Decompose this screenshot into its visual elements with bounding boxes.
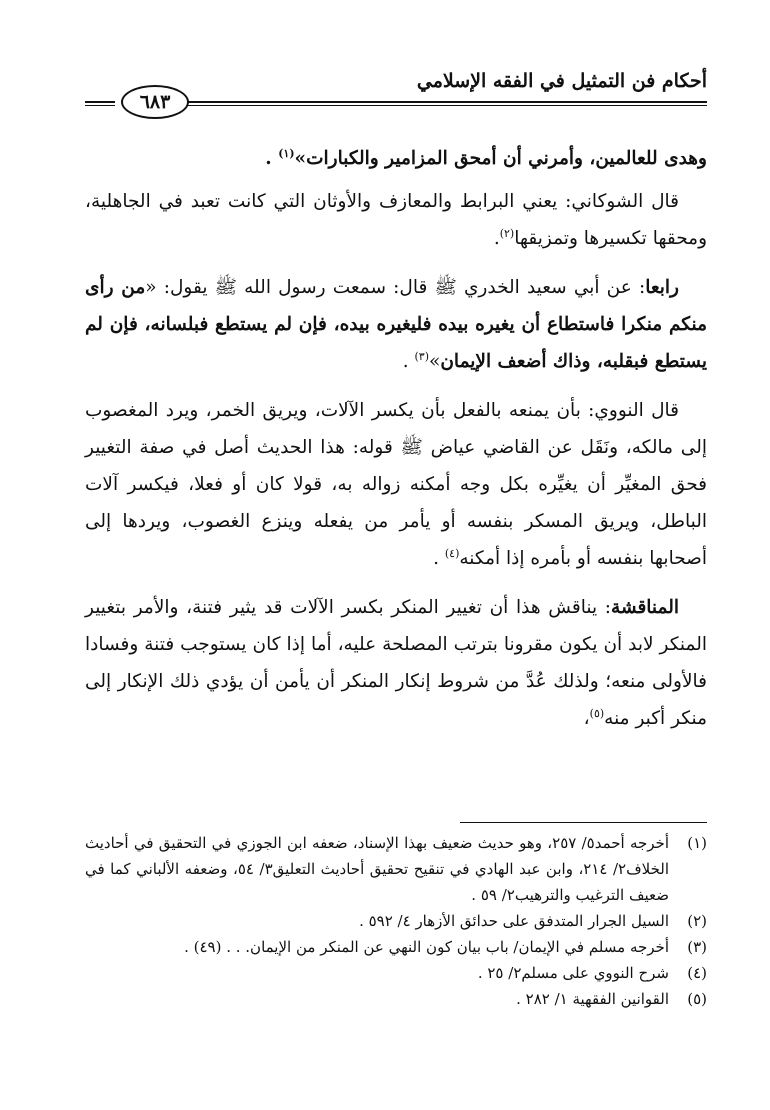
footnote-separator [460,822,707,823]
paragraph-2-text: قال الشوكاني: يعني البرابط والمعازف والأوثان التي كانت تعبد في الجاهلية، ومحقها تكسيرها وتمزيقها [85,191,707,249]
footnote-ref-3: (٣) [414,349,430,363]
paragraph-5-label: المناقشة [611,597,679,618]
header-rule [170,101,707,106]
paragraph-1-text: وهدى للعالمين، وأمرني أن أمحق المزامير والكبارات» [294,148,707,169]
footnote-number: (٤) [687,964,707,982]
paragraph-5-text: : يناقش هذا أن تغيير المنكر بكسر الآلات قد يثير فتنة، والأمر بتغيير المنكر لابد أن يكون مقرونا بترتب المصلحة عليه، أما إذا كان يستوجب فتنة وفسادا فالأولى منعه؛ ولذلك عُدَّ من شروط إنكار المنكر أن يأمن أن يؤدي ذلك الإنكار إلى منكر أكبر منه [85,597,707,729]
page-number: ٦٨٣ [121,85,189,119]
footnote-number: (٥) [687,990,707,1008]
paragraph-2 [85,183,707,257]
footnote-ref-1: (١) [278,146,295,160]
footnote-number: (١) [687,834,707,852]
paragraph-3-label: رابعا [645,277,679,298]
footnote-text: أخرجه مسلم في الإيمان/ باب بيان كون النهي عن المنكر من الإيمان. . . (٤٩) . [184,938,669,956]
footnotes [85,830,707,1012]
paragraph-3 [85,269,707,380]
footnote [85,986,707,1012]
paragraph-4 [85,392,707,577]
paragraph-1-tail: . [265,148,279,169]
footnote-text: شرح النووي على مسلم٢/ ٢٥ . [477,964,669,982]
header-title: أحكام فن التمثيل في الفقه الإسلامي [416,70,707,92]
footnote-text: القوانين الفقهية ١/ ٢٨٢ . [516,990,669,1008]
header-rule-left [85,101,115,106]
footnote-ref-5: (٥) [589,706,605,720]
footnote [85,934,707,960]
hadith-quote: من رأى منكم منكرا فاستطاع أن يغيره بيده فليغيره بيده، فإن لم يستطع فبلسانه، فإن لم يستطع فبقلبه، وذاك أضعف الإيمان [85,277,707,372]
footnote-text: السيل الجرار المتدفق على حدائق الأزهار ٤/ ٥٩٢ . [359,912,669,930]
paragraph-4-text: قال النووي: بأن يمنعه بالفعل بأن يكسر الآلات، ويريق الخمر، ويرد المغصوب إلى مالكه، ونَقَل عن القاضي عياض ﷺ قوله: هذا الحديث أصل في صفة التغيير فحق المغيِّر أن يغيِّره بكل وجه أمكنه زواله به، قولا كان أو فعلا، فيكسر آلات الباطل، ويريق المسكر بنفسه أو يأمر من يفعله وينزع الغصوب، ويردها إلى أصحابها بنفسه أو بأمره إذا أمكنه [85,400,707,569]
paragraph-5-tail: ، [583,708,590,729]
footnote [85,960,707,986]
paragraph-4-tail: . [433,548,445,569]
paragraph-1 [85,140,707,177]
footnote [85,908,707,934]
paragraph-3-text: : عن أبي سعيد الخدري ﷺ قال: سمعت رسول الله ﷺ يقول: « [145,277,646,298]
paragraph-2-tail: . [493,228,500,249]
footnote-number: (٣) [687,938,707,956]
footnote-number: (٢) [687,912,707,930]
running-header [85,70,707,122]
footnote-text: أخرجه أحمد٥/ ٢٥٧، وهو حديث ضعيف بهذا الإسناد، ضعفه ابن الجوزي في التحقيق في أحاديث الخلاف٢/ ٢١٤، وابن عبد الهادي في تنقيح تحقيق أحاديث التعليق٣/ ٥٤، وضعفه الألباني كما في ضعيف الترغيب والترهيب٢/ ٥٩ . [85,834,670,904]
footnote [85,830,707,908]
main-text [85,140,707,749]
footnote-ref-4: (٤) [444,546,460,560]
paragraph-3-tail: . [402,351,415,372]
paragraph-5 [85,589,707,737]
paragraph-3-close: » [429,351,441,372]
footnote-ref-2: (٢) [499,226,515,240]
